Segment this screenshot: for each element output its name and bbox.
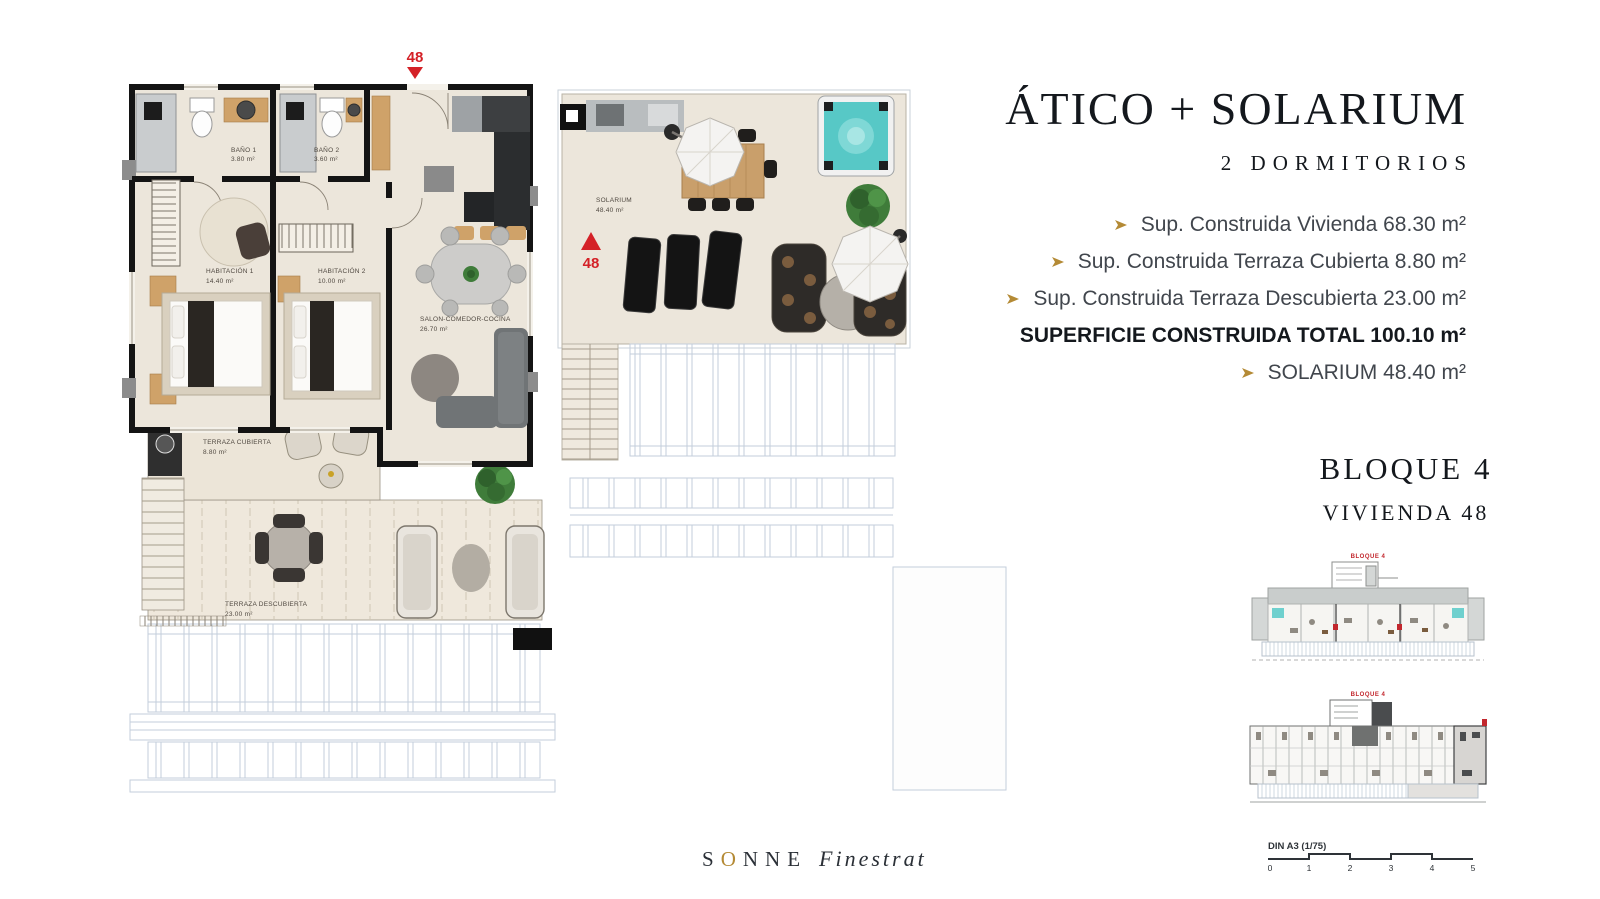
page-subtitle: 2 DORMITORIOS	[1220, 151, 1473, 175]
arrow-bullet-icon	[1051, 255, 1065, 269]
block-floor-mini-plan	[1232, 686, 1504, 810]
brand-letters: NNE	[742, 847, 808, 871]
page-title: ÁTICO + SOLARIUM	[1005, 83, 1467, 134]
room-label: HABITACIÓN 2	[318, 268, 366, 275]
arrow-bullet-icon	[1006, 292, 1020, 306]
main-floor-plan	[118, 40, 558, 800]
apartment-interior	[122, 84, 538, 467]
side-table	[452, 544, 490, 592]
area-specs	[1006, 206, 1466, 391]
umbrella	[832, 226, 908, 302]
spec-row-total	[1006, 317, 1466, 354]
mini-hot-tub	[1452, 608, 1464, 618]
arrow-bullet-icon	[1241, 366, 1255, 380]
room-area: 3.80 m²	[231, 156, 255, 163]
unit-marker-red	[1482, 719, 1487, 726]
unit-number: 48	[406, 49, 424, 66]
room-label: BAÑO 1	[231, 147, 257, 154]
brand-letter-gold: O	[720, 847, 743, 871]
sun-loungers	[623, 230, 743, 313]
scale-label: DIN A3 (1/75)	[1268, 841, 1327, 852]
room-area: 8.80 m²	[203, 449, 227, 456]
unit-number: 48	[582, 255, 600, 272]
down-triangle-icon	[407, 67, 423, 79]
brand-name-italic: Finestrat	[819, 846, 927, 871]
arrow-bullet-icon	[1114, 218, 1128, 232]
scale-tick: 5	[1470, 863, 1476, 873]
solarium-stairs	[562, 344, 618, 460]
plant	[475, 464, 515, 504]
hot-tub	[818, 96, 894, 176]
sun-lounger	[506, 526, 544, 618]
spec-row	[1006, 280, 1466, 317]
room-label: HABITACIÓN 1	[206, 268, 254, 275]
brand-logo	[702, 846, 927, 872]
mini-block-label: BLOQUE 4	[1350, 554, 1386, 560]
spec-text: SOLARIUM 48.40 m²	[1267, 360, 1466, 384]
unit-48-marker	[407, 49, 424, 79]
solarium-plan	[548, 80, 1018, 800]
pergola-dark-block	[513, 628, 552, 650]
mini-hot-tub	[1272, 608, 1284, 618]
scale-tick: 0	[1268, 863, 1273, 873]
brand-letter: S	[702, 847, 721, 871]
block-heading	[1300, 451, 1512, 526]
scale-tick: 4	[1429, 863, 1435, 873]
room-label: SOLARIUM	[596, 197, 632, 204]
scale-line	[1268, 854, 1473, 859]
room-area: 3.60 m²	[314, 156, 338, 163]
spec-text: Sup. Construida Terraza Descubierta 23.00 m²	[1033, 286, 1466, 310]
room-area: 14.40 m²	[206, 278, 234, 285]
sun-lounger	[397, 526, 437, 618]
mini-block-label: BLOQUE 4	[1350, 692, 1386, 698]
room-label: TERRAZA CUBIERTA	[203, 439, 272, 446]
room-area: 26.70 m²	[420, 326, 448, 333]
room-area: 23.00 m²	[225, 611, 253, 618]
outdoor-table	[263, 522, 315, 574]
spec-text: Sup. Construida Terraza Cubierta 8.80 m²	[1077, 249, 1466, 273]
room-label: SALON-COMEDOR-COCINA	[420, 316, 511, 323]
spec-row	[1006, 354, 1466, 391]
plant	[846, 184, 890, 228]
block-subtitle: VIVIENDA 48	[1322, 500, 1490, 525]
block-title: BLOQUE 4	[1319, 451, 1493, 486]
scale-tick: 2	[1347, 863, 1353, 873]
room-area: 10.00 m²	[318, 278, 346, 285]
pergola-grid	[130, 624, 555, 792]
room-label: TERRAZA DESCUBIERTA	[225, 601, 308, 608]
room-area: 48.40 m²	[596, 207, 624, 214]
railing-grid	[570, 344, 1006, 790]
spec-text: Sup. Construida Vivienda 68.30 m²	[1140, 212, 1466, 236]
laundry-stairs	[142, 414, 184, 610]
scale-tick: 3	[1388, 863, 1394, 873]
umbrella	[676, 118, 744, 186]
room-label: BAÑO 2	[314, 147, 340, 154]
scale-tick: 1	[1306, 863, 1312, 873]
spec-text: SUPERFICIE CONSTRUIDA TOTAL 100.10 m²	[1019, 323, 1466, 347]
spec-row	[1006, 243, 1466, 280]
railing-hatch	[140, 616, 226, 626]
spec-row	[1006, 206, 1466, 243]
scale-bar	[1268, 840, 1518, 876]
block-roof-mini-plan	[1232, 548, 1504, 666]
